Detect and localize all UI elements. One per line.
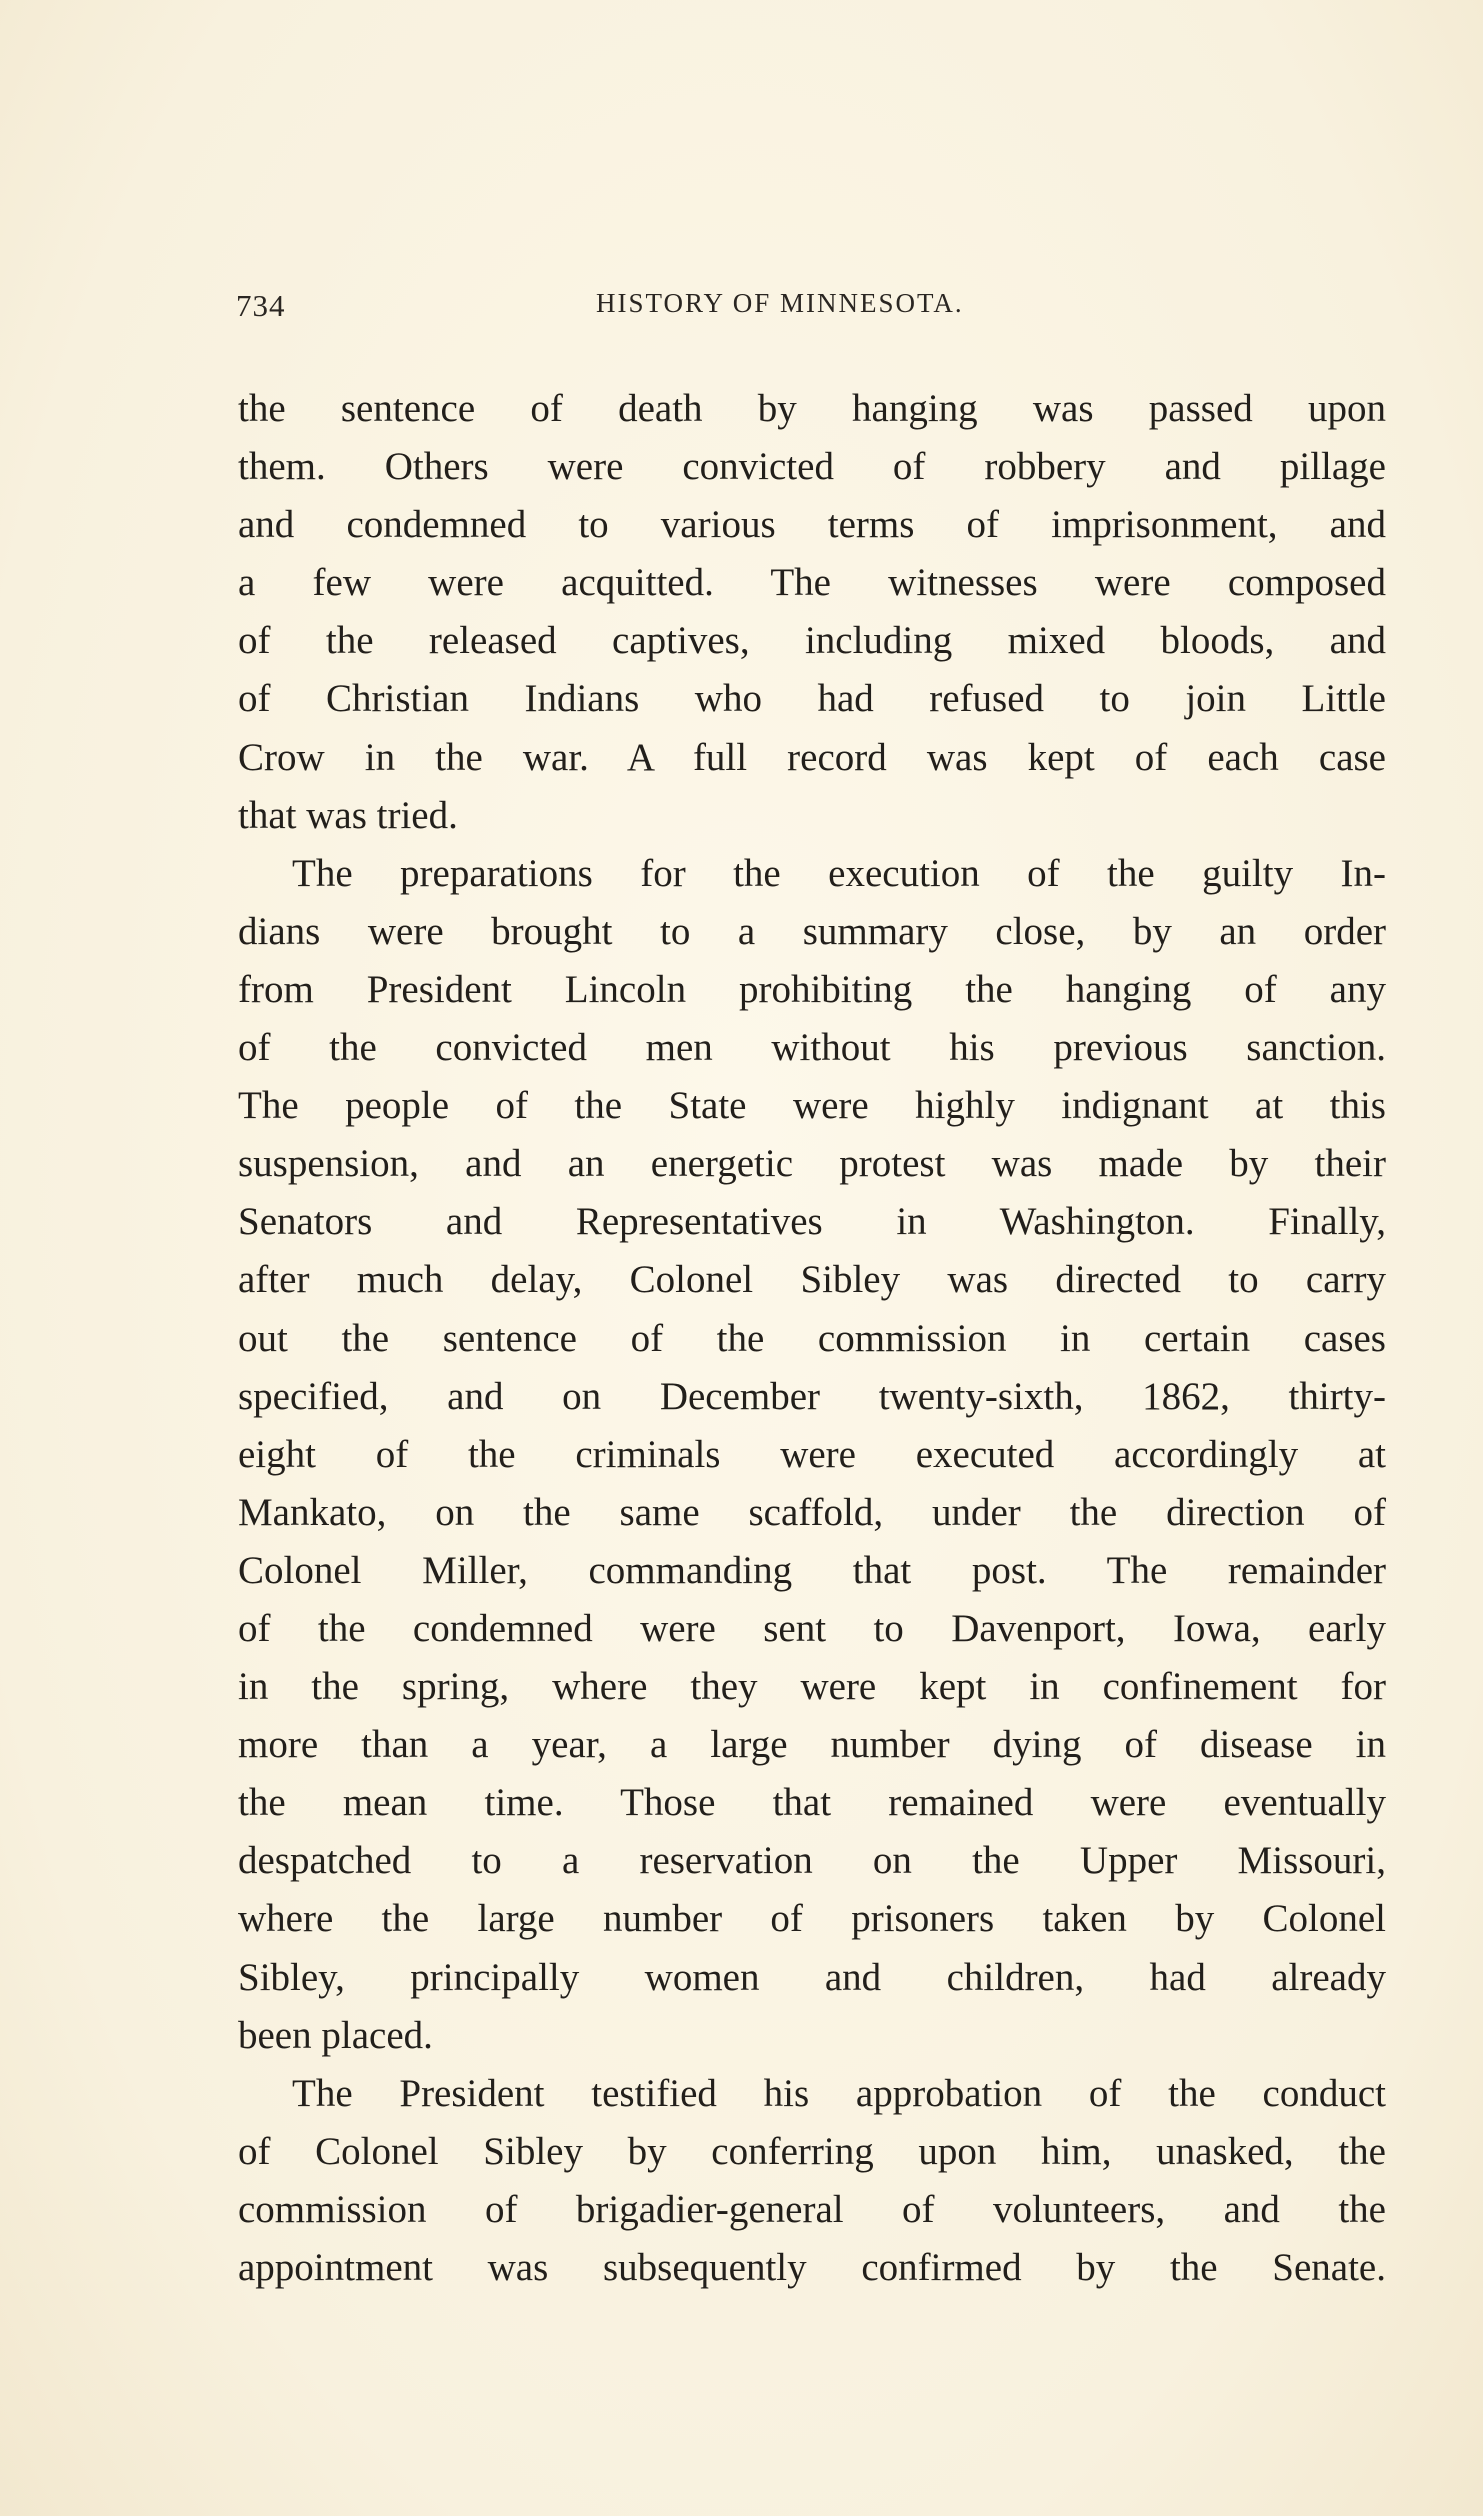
text-line: The preparations for the execution of the guilty In-	[292, 851, 1386, 895]
text-line: commission of brigadier-general of volunteers, and the	[238, 2187, 1386, 2231]
body-text	[238, 380, 1386, 2297]
text-line: despatched to a reservation on the Upper Missouri,	[238, 1839, 1386, 1883]
text-line: of the released captives, including mixed bloods, and	[238, 619, 1386, 663]
text-line: The President testified his approbation of the conduct	[292, 2071, 1386, 2115]
text-line: specified, and on December twenty-sixth, 1862, thirty-	[238, 1374, 1386, 1418]
text-line: Colonel Miller, commanding that post. The remainder	[238, 1548, 1386, 1592]
text-line: the sentence of death by hanging was passed upon	[238, 387, 1386, 430]
text-line: a few were acquitted. The witnesses were composed	[238, 561, 1386, 605]
paragraph-2	[238, 845, 1386, 2065]
text-line: of the convicted men without his previous sanction.	[238, 1026, 1386, 1070]
text-line: Crow in the war. A full record was kept of each case	[238, 735, 1386, 779]
running-head: HISTORY OF MINNESOTA.	[596, 288, 964, 318]
text-line: Senators and Representatives in Washington. Finally,	[238, 1200, 1386, 1244]
text-line: out the sentence of the commission in certain cases	[238, 1316, 1386, 1360]
text-line: and condemned to various terms of imprisonment, and	[238, 503, 1386, 547]
text-line: in the spring, where they were kept in confinement for	[238, 1665, 1386, 1709]
paragraph-1	[238, 380, 1386, 845]
paragraph-3	[238, 2065, 1386, 2297]
text-line: Sibley, principally women and children, had already	[238, 1955, 1386, 1999]
text-line: of Christian Indians who had refused to join Little	[238, 677, 1386, 721]
text-line: from President Lincoln prohibiting the hanging of any	[238, 967, 1386, 1011]
text-line: of the condemned were sent to Davenport, Iowa, early	[238, 1606, 1386, 1650]
text-line: that was tried.	[238, 793, 458, 837]
text-line: suspension, and an energetic protest was made by their	[238, 1142, 1386, 1186]
page-header	[236, 288, 1386, 328]
text-line: Mankato, on the same scaffold, under the direction of	[238, 1490, 1386, 1534]
text-line: more than a year, a large number dying of disease in	[238, 1723, 1386, 1767]
text-line: dians were brought to a summary close, by an order	[238, 909, 1386, 953]
text-line: where the large number of prisoners taken by Colonel	[238, 1897, 1386, 1941]
text-line: been placed.	[238, 2013, 433, 2057]
page-number: 734	[236, 288, 286, 323]
text-line: The people of the State were highly indignant at this	[238, 1084, 1386, 1128]
text-line: eight of the criminals were executed accordingly at	[238, 1432, 1386, 1476]
text-line: of Colonel Sibley by conferring upon him, unasked, the	[238, 2129, 1386, 2173]
text-line: after much delay, Colonel Sibley was directed to carry	[238, 1258, 1386, 1302]
text-line: the mean time. Those that remained were eventually	[238, 1781, 1386, 1825]
text-line: them. Others were convicted of robbery and pillage	[238, 445, 1386, 489]
text-line: appointment was subsequently confirmed by the Senate.	[238, 2246, 1386, 2289]
